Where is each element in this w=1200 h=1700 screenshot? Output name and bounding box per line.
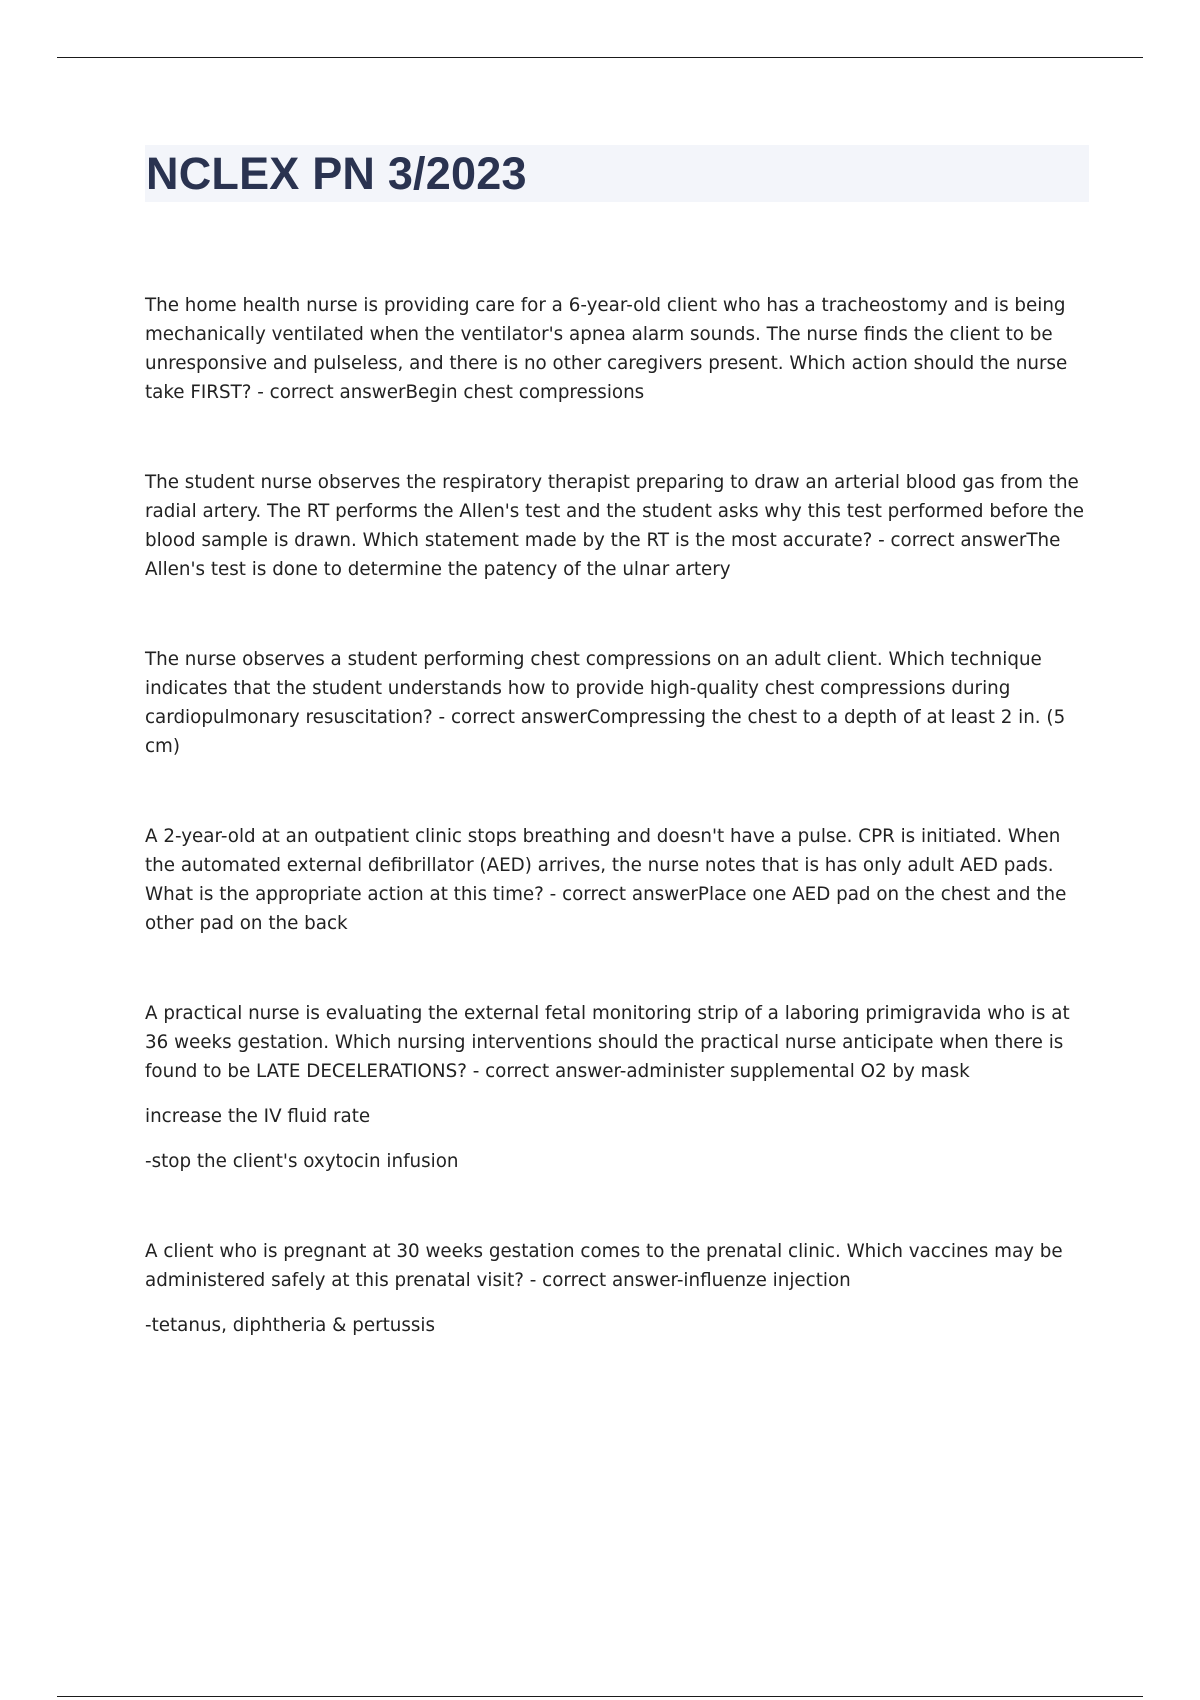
page-top-rule	[57, 57, 1143, 58]
qa-question-answer: A practical nurse is evaluating the external fetal monitoring strip of a laboring primigravida who is at 36 weeks gestation. Which nursing interventions should the practical nurse anticipate when there is found to be LATE DECELERATIONS? - correct answer-administer supplemental O2 by mask	[145, 1003, 1070, 1082]
qa-question-answer: A client who is pregnant at 30 weeks gestation comes to the prenatal clinic. Which vaccines may be administered safely at this prenatal visit? - correct answer-influenze injection	[145, 1241, 1063, 1291]
qa-question-answer: A 2-year-old at an outpatient clinic stops breathing and doesn't have a pulse. CPR is initiated. When the automated external defibrillator (AED) arrives, the nurse notes that is has only adult AED pads. What is the appropriate action at this time? - correct answerPlace one AED pad on the chest and the other pad on the back	[145, 826, 1067, 934]
page-bottom-rule	[57, 1696, 1143, 1697]
qa-question-answer: The home health nurse is providing care for a 6-year-old client who has a tracheostomy and is being mechanically ventilated when the ventilator's apnea alarm sounds. The nurse finds the client to be unresponsive and pulseless, and there is no other caregivers present. Which action should the nurse take FIRST? - correct answerBegin chest compressions	[145, 295, 1068, 403]
qa-item	[145, 1237, 1090, 1340]
qa-item	[145, 645, 1090, 761]
qa-answer-line: -stop the client's oxytocin infusion	[145, 1151, 459, 1172]
qa-item	[145, 822, 1090, 938]
page-title: NCLEX PN 3/2023	[146, 148, 527, 199]
qa-item	[145, 291, 1090, 407]
qa-item	[145, 999, 1090, 1176]
qa-answer-line: -tetanus, diphtheria & pertussis	[145, 1315, 436, 1336]
qa-item	[145, 468, 1090, 584]
qa-question-answer: The nurse observes a student performing chest compressions on an adult client. Which technique indicates that the student understands how to provide high-quality chest compressions during cardiopulmonary resuscitation? - correct answerCompressing the chest to a depth of at least 2 in. (5 cm)	[145, 649, 1066, 757]
qa-answer-line: increase the IV fluid rate	[145, 1106, 371, 1127]
document-body	[145, 291, 1090, 1401]
qa-question-answer: The student nurse observes the respiratory therapist preparing to draw an arterial blood gas from the radial artery. The RT performs the Allen's test and the student asks why this test performed before the blood sample is drawn. Which statement made by the RT is the most accurate? - correct answerThe Allen's test is done to determine the patency of the ulnar artery	[145, 472, 1084, 580]
